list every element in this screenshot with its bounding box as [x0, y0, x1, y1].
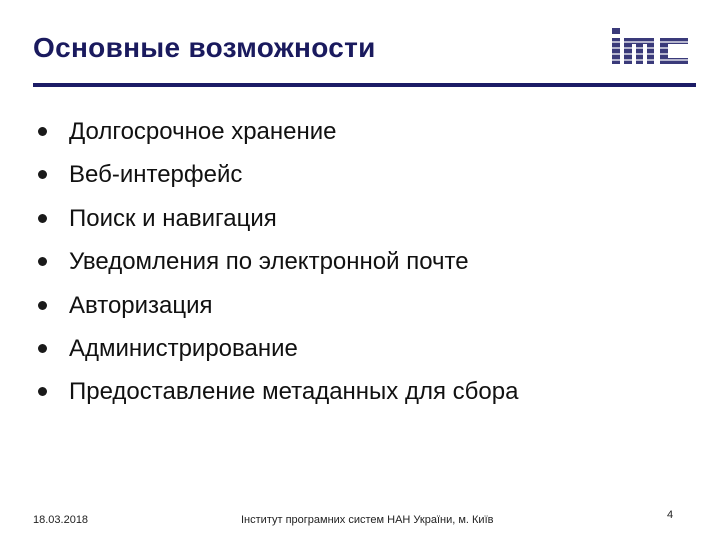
bullet-dot-icon — [38, 170, 47, 179]
slide-title: Основные возможности — [33, 32, 376, 63]
list-item — [38, 245, 518, 288]
bullet-list — [38, 115, 518, 419]
bullet-dot-icon — [38, 214, 47, 223]
bullet-text: Предоставление метаданных для сбора — [69, 378, 519, 406]
list-item — [38, 375, 518, 418]
bullet-text: Администрирование — [69, 334, 298, 362]
bullet-text: Веб-интерфейс — [69, 161, 243, 189]
list-item — [38, 289, 518, 332]
list-item — [38, 202, 518, 245]
bullet-dot-icon — [38, 344, 47, 353]
bullet-text: Авторизация — [69, 291, 213, 319]
list-item — [38, 332, 518, 375]
page-number: 4 — [667, 509, 674, 521]
bullet-text: Уведомления по электронной почте — [69, 248, 469, 276]
imc-logo — [608, 24, 692, 70]
bullet-text: Поиск и навигация — [69, 204, 277, 232]
list-item — [38, 115, 518, 158]
title-divider — [33, 83, 696, 87]
bullet-text: Долгосрочное хранение — [69, 118, 337, 145]
bullet-dot-icon — [38, 301, 47, 310]
list-item — [38, 158, 518, 201]
bullet-dot-icon — [38, 387, 47, 396]
footer-date: 18.03.2018 — [33, 514, 89, 526]
bullet-dot-icon — [38, 127, 47, 136]
footer-organization: Інститут програмних систем НАН України, м. Київ — [241, 514, 494, 526]
bullet-dot-icon — [38, 257, 47, 266]
